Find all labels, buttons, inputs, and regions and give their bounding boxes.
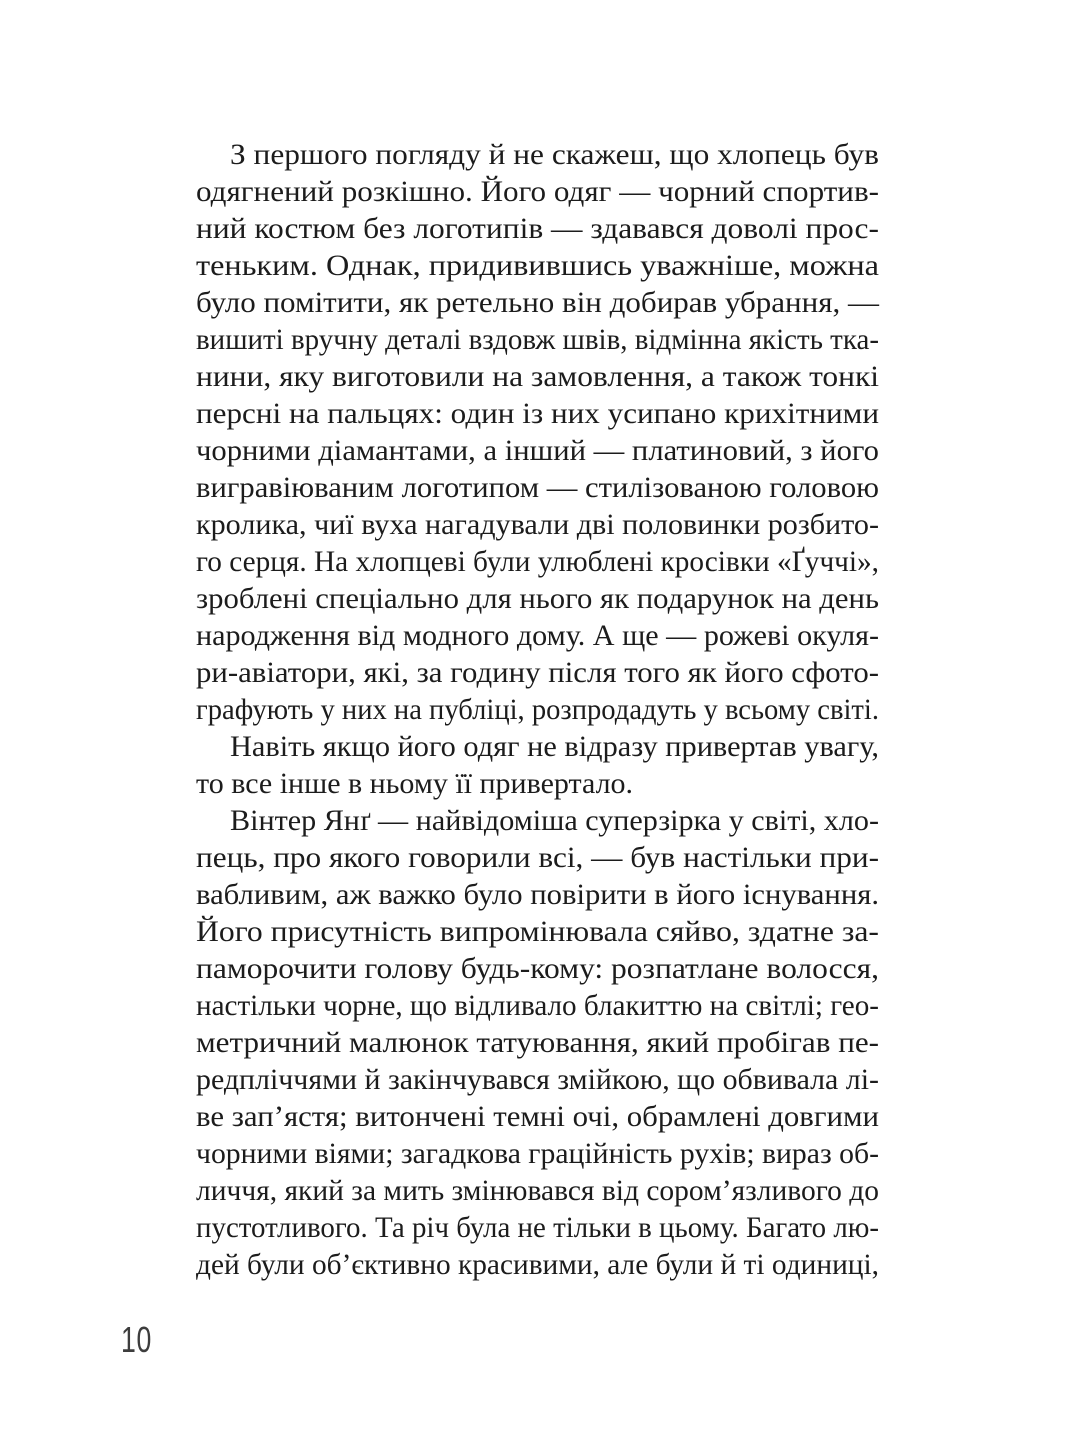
text-line: го серця. На хлопцеві були улюблені кросівки «Ґуччі», xyxy=(196,545,879,578)
text-line: личчя, який за мить змінювався від сором’язливого до xyxy=(196,1174,879,1207)
text-line: чорними діамантами, а інший — платиновий, з його xyxy=(196,434,879,467)
paragraph xyxy=(196,728,879,802)
text-line: чорними віями; загадкова граційність рухів; вираз об- xyxy=(196,1137,879,1170)
text-line: настільки чорне, що відливало блакиттю на світлі; гео- xyxy=(196,989,879,1022)
text-line: вигравіюваним логотипом — стилізованою головою xyxy=(196,471,879,504)
text-line: зроблені спеціально для нього як подарунок на день xyxy=(196,582,879,615)
text-line: З першого погляду й не скажеш, що хлопець був xyxy=(230,138,879,171)
text-line: було помітити, як ретельно він добирав убрання, — xyxy=(196,286,879,319)
paragraph xyxy=(196,136,879,728)
text-line: метричний малюнок татуювання, який пробігав пе- xyxy=(196,1026,880,1059)
text-line: Навіть якщо його одяг не відразу привертав увагу, xyxy=(230,730,879,763)
text-line: пустотливого. Та річ була не тільки в цьому. Багато лю- xyxy=(196,1211,879,1244)
text-line: ве зап’ястя; витончені темні очі, обрамлені довгими xyxy=(196,1100,879,1133)
page-number: 10 xyxy=(121,1319,153,1360)
text-line: нини, яку виготовили на замовлення, а також тонкі xyxy=(196,360,880,393)
text-line: пець, про якого говорили всі, — був настільки при- xyxy=(196,841,879,874)
text-line: народження від модного дому. А ще — рожеві окуля- xyxy=(196,619,879,652)
text-line: Його присутність випромінювала сяйво, здатне за- xyxy=(196,915,879,948)
text-line: вишиті вручну деталі вздовж швів, відмінна якість тка- xyxy=(196,323,879,356)
text-line: теньким. Однак, придивившись уважніше, можна xyxy=(196,249,879,282)
paragraph xyxy=(196,802,879,1283)
text-line: персні на пальцях: один із них усипано крихітними xyxy=(196,397,879,430)
text-line: ри-авіатори, які, за годину після того як його сфото- xyxy=(196,656,879,689)
text-line: вабливим, аж важко було повірити в його існування. xyxy=(196,878,879,911)
text-line: паморочити голову будь-кому: розпатлане волосся, xyxy=(196,952,880,985)
text-line: одягнений розкішно. Його одяг — чорний спортив- xyxy=(196,175,879,208)
text-line: Вінтер Янґ — найвідоміша суперзірка у світі, хло- xyxy=(230,804,879,837)
text-line: редпліччями й закінчувався змійкою, що обвивала лі- xyxy=(196,1063,879,1096)
body-text xyxy=(196,136,879,1283)
text-line: кролика, чиї вуха нагадували дві половинки розбито- xyxy=(196,508,879,541)
text-line: то все інше в ньому її привертало. xyxy=(196,767,634,800)
text-line: дей були об’єктивно красивими, але були й ті одиниці, xyxy=(196,1248,879,1281)
text-line: ний костюм без логотипів — здавався доволі прос- xyxy=(196,212,879,245)
text-line: графують у них на публіці, розпродадуть у всьому світі. xyxy=(196,693,879,726)
